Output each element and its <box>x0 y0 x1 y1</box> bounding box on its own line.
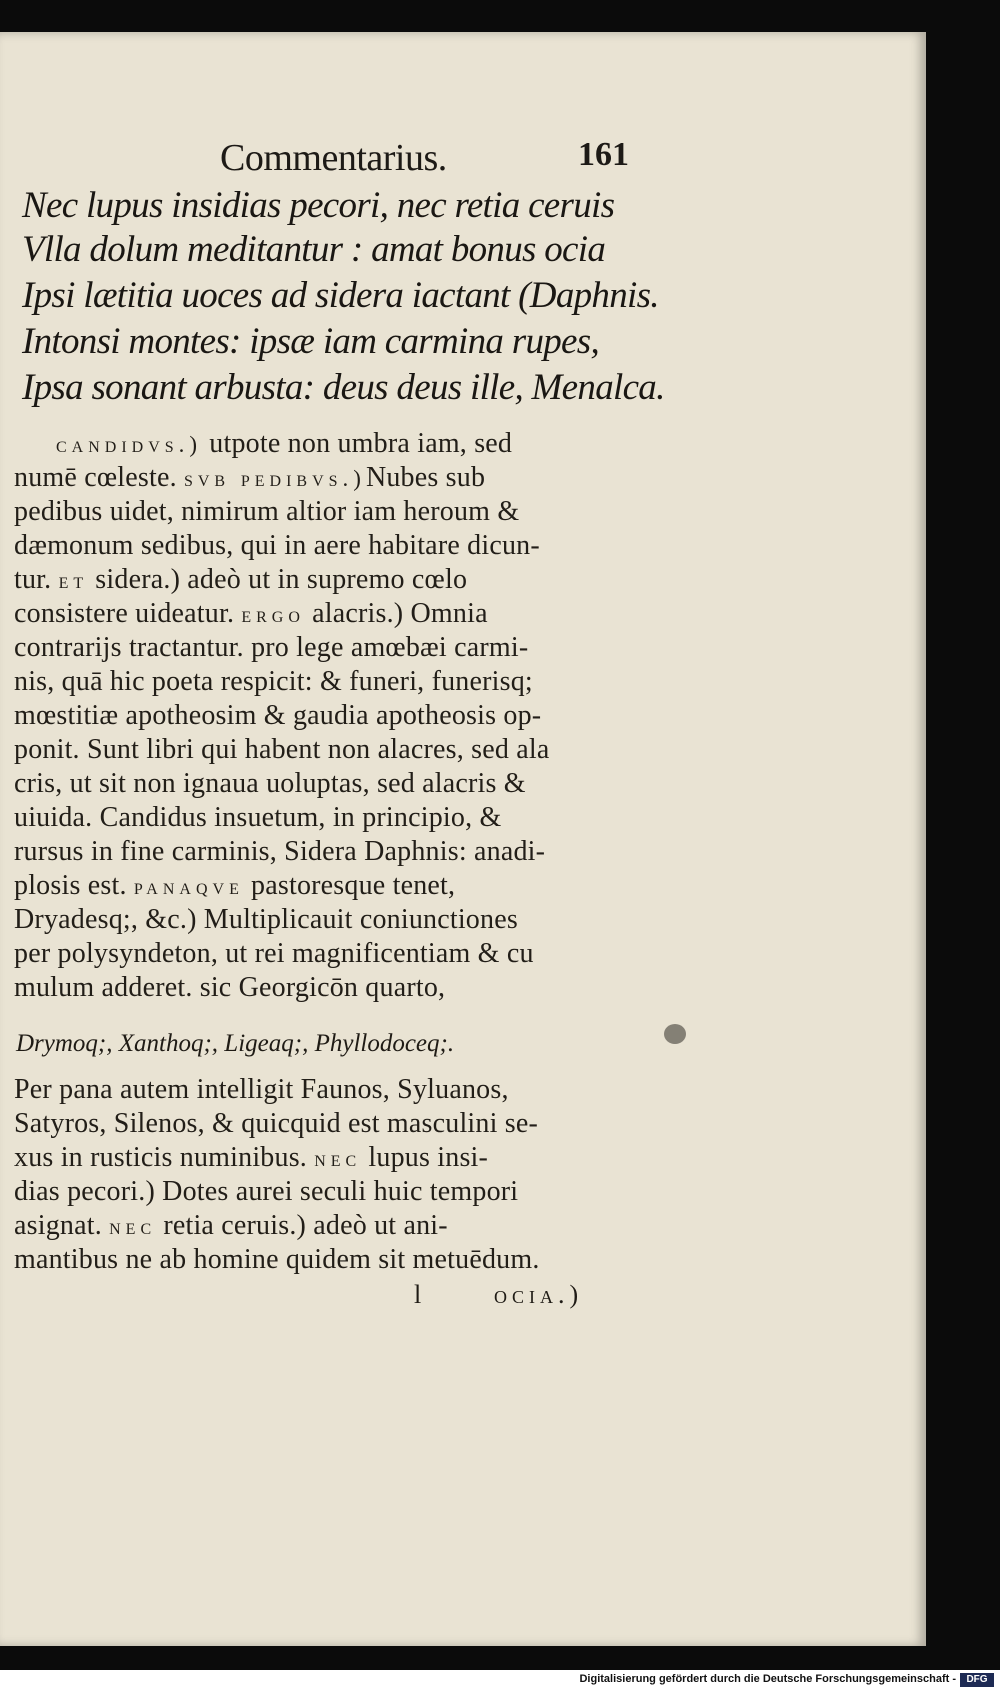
commentary-line: numē cœleste. svb pedibvs.)Nubes sub <box>14 462 486 493</box>
lemma: nec <box>314 1146 362 1171</box>
digitization-footer <box>0 1670 1000 1691</box>
verse-line: Ipsi lætitia uoces ad sidera iactant (Daphnis. <box>22 275 659 316</box>
lemma: ergo <box>241 602 305 627</box>
quoted-verse: Drymoq;, Xanthoq;, Ligeaq;, Phyllodoceq;. <box>16 1030 455 1057</box>
commentary-line: asignat. nec retia ceruis.) adeò ut ani- <box>14 1210 448 1241</box>
verse-line: Intonsi montes: ipsæ iam carmina rupes, <box>22 321 600 362</box>
commentary-line: contrarijs tractantur. pro lege amœbæi carmi- <box>14 632 529 663</box>
commentary-line: nis, quā hic poeta respicit: & funeri, funerisq; <box>14 666 533 697</box>
commentary-line: Dryadesq;, &c.) Multiplicauit coniunctiones <box>14 904 518 935</box>
lemma: et <box>58 568 89 593</box>
page-number: 161 <box>578 136 629 173</box>
commentary-line: xus in rusticis numinibus. nec lupus insi- <box>14 1142 489 1173</box>
commentary-line: mantibus ne ab homine quidem sit metuēdum. <box>14 1244 540 1275</box>
footer-credit: Digitalisierung gefördert durch die Deutsche Forschungsgemeinschaft - <box>579 1673 956 1685</box>
commentary-line: tur. et sidera.) adeò ut in supremo cœlo <box>14 564 468 595</box>
commentary-line: dias pecori.) Dotes aurei seculi huic tempori <box>14 1176 519 1207</box>
commentary-line: ponit. Sunt libri qui habent non alacres, sed ala <box>14 734 550 765</box>
lemma: panaqve <box>133 874 244 899</box>
ink-spot <box>664 1024 686 1044</box>
signature-mark: l <box>414 1280 422 1309</box>
commentary-line: Satyros, Silenos, & quicquid est masculini se- <box>14 1108 539 1139</box>
commentary-line: mulum adderet. sic Georgicōn quarto, <box>14 972 446 1003</box>
commentary-line: consistere uideatur. ergo alacris.) Omnia <box>14 598 488 629</box>
commentary-line: rursus in fine carminis, Sidera Daphnis: anadi- <box>14 836 546 867</box>
commentary-line: candidvs.) utpote non umbra iam, sed <box>56 428 513 459</box>
commentary-line: pedibus uidet, nimirum altior iam heroum & <box>14 496 520 527</box>
verse-line: Vlla dolum meditantur : amat bonus ocia <box>22 229 606 270</box>
commentary-line: per polysyndeton, ut rei magnificentiam & cu <box>14 938 534 969</box>
commentary-line: uiuida. Candidus insuetum, in principio, & <box>14 802 502 833</box>
dfg-logo: DFG <box>960 1673 994 1687</box>
commentary-line: Per pana autem intelligit Faunos, Syluanos, <box>14 1074 509 1105</box>
commentary-line: dæmonum sedibus, qui in aere habitare dicun- <box>14 530 540 561</box>
verse-line: Nec lupus insidias pecori, nec retia ceruis <box>22 185 615 226</box>
running-title: Commentarius. <box>220 137 447 179</box>
commentary-line: plosis est. panaqve pastoresque tenet, <box>14 870 456 901</box>
catchword: ocia.) <box>494 1280 584 1309</box>
commentary-line: cris, ut sit non ignaua uoluptas, sed alacris & <box>14 768 526 799</box>
lemma: nec <box>109 1214 157 1239</box>
verse-line: Ipsa sonant arbusta: deus deus ille, Menalca. <box>22 367 665 408</box>
lemma: svb pedibvs.) <box>183 466 366 491</box>
commentary-line: mœstitiæ apotheosim & gaudia apotheosis op- <box>14 700 542 731</box>
lemma: candidvs.) <box>56 432 203 457</box>
